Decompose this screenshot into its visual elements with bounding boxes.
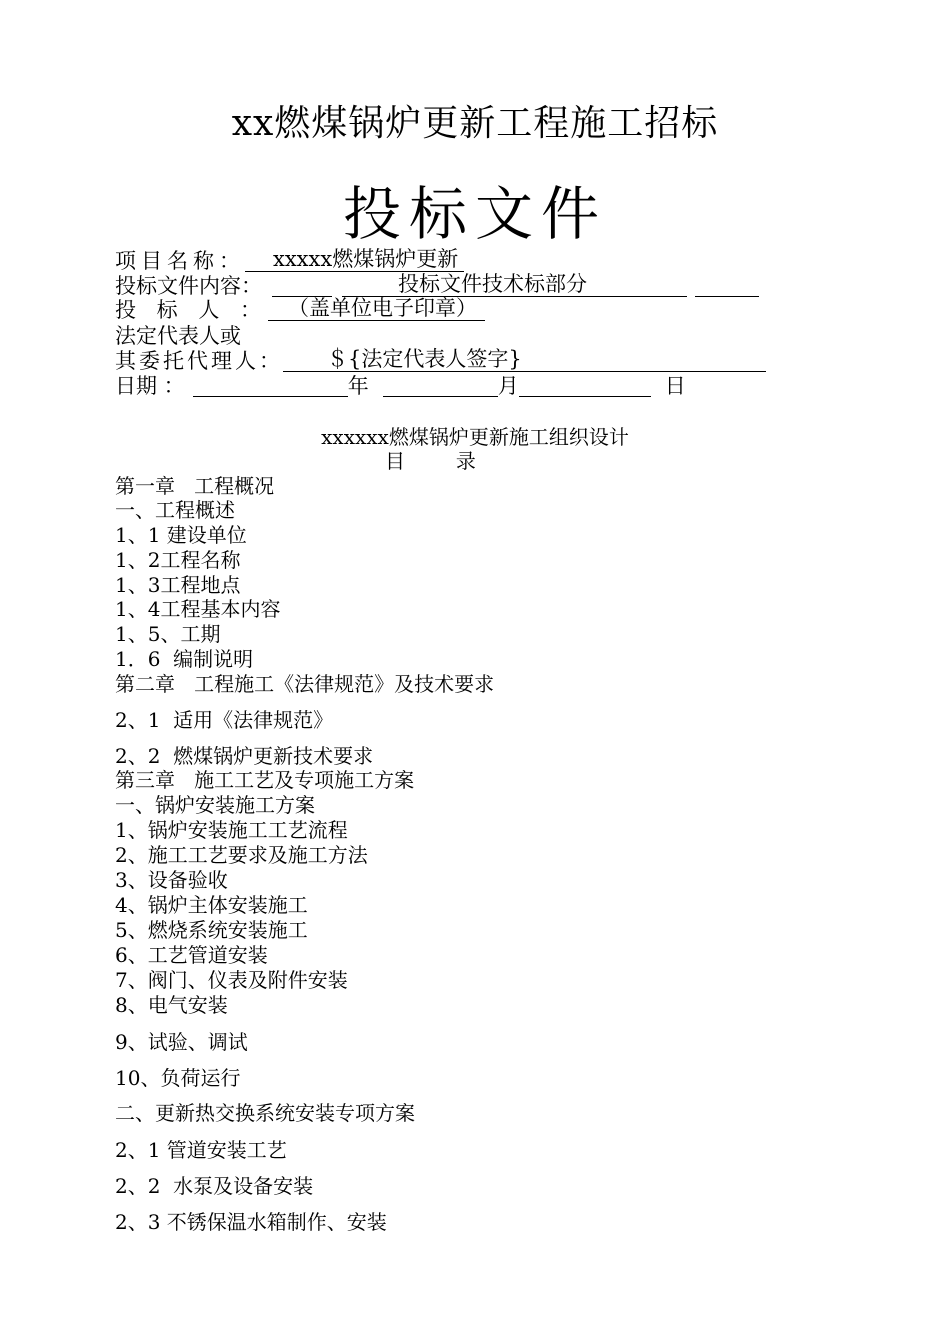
toc-item: 2、1 适用《法律规范》 [115, 708, 334, 732]
toc-item: 2、2 燃煤锅炉更新技术要求 [115, 744, 374, 768]
rep-label-row1: 法定代表人或 [115, 324, 241, 348]
toc-item: 9、试验、调试 [115, 1030, 248, 1054]
toc-item: 8、电气安装 [115, 993, 228, 1017]
project-name-row [115, 249, 464, 273]
toc-item: 6、工艺管道安装 [115, 943, 268, 967]
project-name-label: 项目名称： [115, 249, 245, 273]
bidder-label: 投 标 人 ： [115, 298, 269, 322]
toc-item: 1、2工程名称 [115, 548, 241, 572]
toc-item: 1、3工程地点 [115, 573, 241, 597]
toc-title: xxxxxx燃煤锅炉更新施工组织设计 [321, 425, 629, 449]
toc-item: 2、施工工艺要求及施工方法 [115, 843, 368, 867]
toc-heading: 目 录 [385, 449, 476, 473]
toc-item: 第三章 施工工艺及专项施工方案 [115, 768, 415, 792]
date-month-blank [383, 374, 498, 397]
content-blank [272, 274, 332, 297]
toc-item: 1、4工程基本内容 [115, 597, 281, 621]
document-title: xx燃煤锅炉更新工程施工招标 [231, 103, 719, 144]
date-month-label: 月 [497, 374, 519, 398]
toc-item: 第二章 工程施工《法律规范》及技术要求 [115, 672, 495, 696]
date-row [115, 374, 686, 398]
rep-row [115, 349, 766, 373]
toc-item: 4、锅炉主体安装施工 [115, 893, 308, 917]
date-label: 日期 ： [115, 374, 185, 398]
toc-item: 7、阀门、仪表及附件安装 [115, 968, 348, 992]
toc-item: 1．6 编制说明 [115, 647, 254, 671]
content-label: 投标文件内容： [115, 274, 262, 298]
toc-item: 二、更新热交换系统安装专项方案 [115, 1101, 415, 1125]
toc-item: 2、1 管道安装工艺 [115, 1138, 287, 1162]
document-subtitle: 投标文件 [342, 180, 607, 248]
date-year-blank [193, 374, 348, 397]
toc-item: 3、设备验收 [115, 868, 228, 892]
content-row [115, 274, 759, 298]
date-day-blank [519, 374, 651, 397]
rep-signature: ＄{法定代表人签字} [283, 349, 766, 372]
toc-item: 2、2 水泵及设备安装 [115, 1174, 314, 1198]
content-value: 投标文件技术标部分 [342, 274, 687, 297]
toc-item: 一、锅炉安装施工方案 [115, 793, 315, 817]
bidder-value: （盖单位电子印章） [268, 298, 485, 321]
project-name-value: xxxxx燃煤锅炉更新 [245, 249, 464, 272]
toc-item: 10、负荷运行 [115, 1066, 241, 1090]
date-day-label: 日 [664, 374, 686, 398]
rep-label: 其委托代理人： [115, 349, 283, 373]
content-blank-trailing [695, 274, 759, 297]
toc-item: 第一章 工程概况 [115, 474, 275, 498]
toc-item: 1、1 建设单位 [115, 523, 247, 547]
toc-item: 一、工程概述 [115, 498, 235, 522]
toc-item: 1、5、工期 [115, 622, 221, 646]
toc-item: 5、燃烧系统安装施工 [115, 918, 308, 942]
toc-item: 1、锅炉安装施工工艺流程 [115, 818, 348, 842]
toc-item: 2、3 不锈保温水箱制作、安装 [115, 1210, 387, 1234]
bidder-row [115, 298, 485, 322]
date-year-label: 年 [347, 374, 369, 398]
